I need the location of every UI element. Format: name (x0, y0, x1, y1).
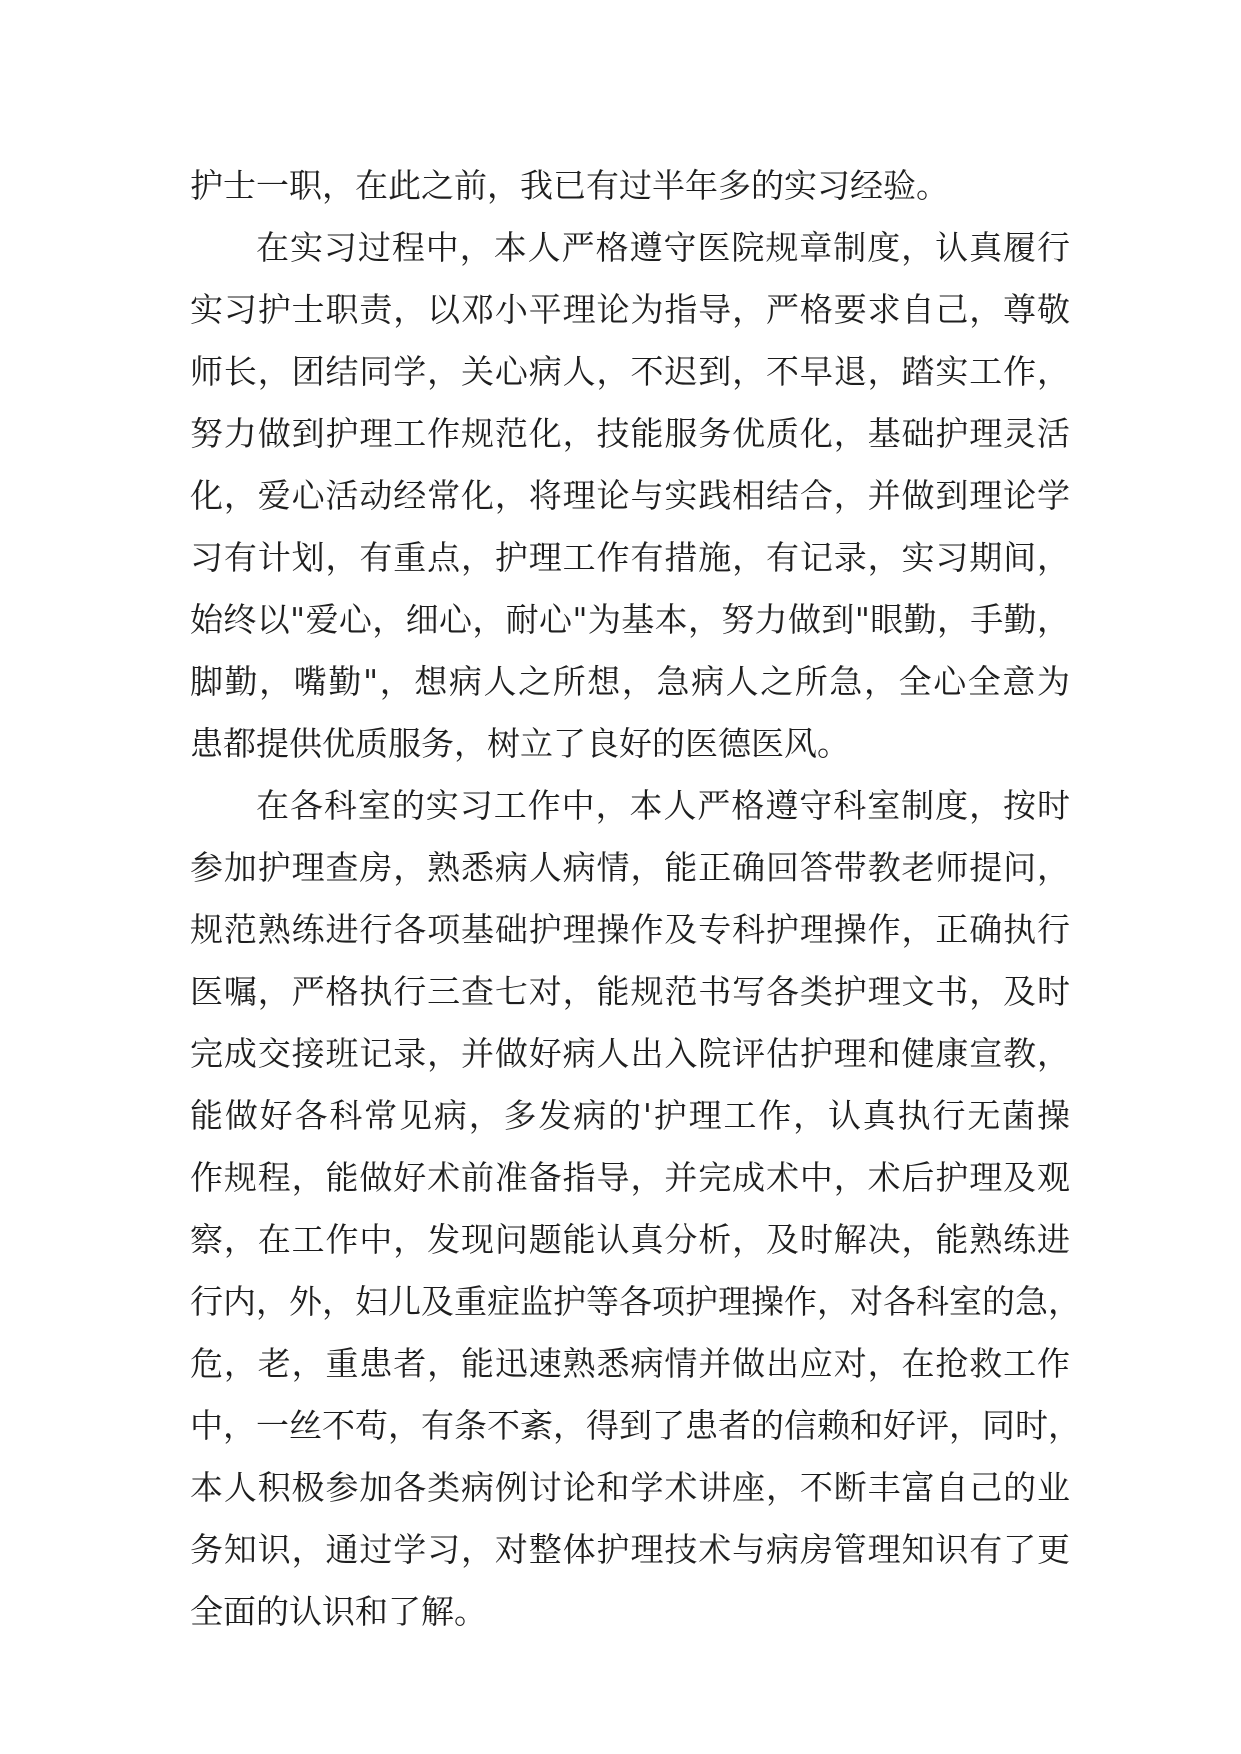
text-line: 护士一职，在此之前，我已有过半年多的实习经验。 (190, 166, 949, 205)
paragraph-first-line: 在实习过程中，本人严格遵守医院规章制度，认真履行 (256, 228, 1070, 267)
text-line: 习有计划，有重点，护理工作有措施，有记录，实习期间， (190, 538, 1070, 577)
text-line: 察，在工作中，发现问题能认真分析，及时解决，能熟练进 (190, 1220, 1070, 1259)
text-line: 脚勤，嘴勤"，想病人之所想，急病人之所急，全心全意为 (190, 662, 1070, 701)
text-line: 作规程，能做好术前准备指导，并完成术中，术后护理及观 (190, 1158, 1070, 1197)
body-text (190, 155, 1081, 1643)
text-line: 能做好各科常见病，多发病的'护理工作，认真执行无菌操 (190, 1096, 1070, 1135)
text-line: 师长，团结同学，关心病人，不迟到，不早退，踏实工作， (190, 352, 1070, 391)
text-line: 行内，外，妇儿及重症监护等各项护理操作，对各科室的急， (190, 1282, 1081, 1321)
text-line: 规范熟练进行各项基础护理操作及专科护理操作，正确执行 (190, 910, 1070, 949)
text-line: 危，老，重患者，能迅速熟悉病情并做出应对，在抢救工作 (190, 1344, 1070, 1383)
text-line: 参加护理查房，熟悉病人病情，能正确回答带教老师提问， (190, 848, 1070, 887)
text-line: 全面的认识和了解。 (190, 1592, 487, 1631)
text-line: 务知识，通过学习，对整体护理技术与病房管理知识有了更 (190, 1530, 1070, 1569)
text-line: 努力做到护理工作规范化，技能服务优质化，基础护理灵活 (190, 414, 1070, 453)
text-line: 患都提供优质服务，树立了良好的医德医风。 (190, 724, 850, 763)
text-line: 中，一丝不苟，有条不紊，得到了患者的信赖和好评，同时， (190, 1406, 1081, 1445)
text-line: 化，爱心活动经常化，将理论与实践相结合，并做到理论学 (190, 476, 1070, 515)
text-line: 实习护士职责，以邓小平理论为指导，严格要求自己，尊敬 (190, 290, 1070, 329)
text-line: 本人积极参加各类病例讨论和学术讲座，不断丰富自己的业 (190, 1468, 1070, 1507)
text-line: 始终以"爱心，细心，耐心"为基本，努力做到"眼勤，手勤， (190, 600, 1070, 639)
paragraph-first-line: 在各科室的实习工作中，本人严格遵守科室制度，按时 (256, 786, 1070, 825)
text-line: 完成交接班记录，并做好病人出入院评估护理和健康宣教， (190, 1034, 1070, 1073)
text-line: 医嘱，严格执行三查七对，能规范书写各类护理文书，及时 (190, 972, 1070, 1011)
